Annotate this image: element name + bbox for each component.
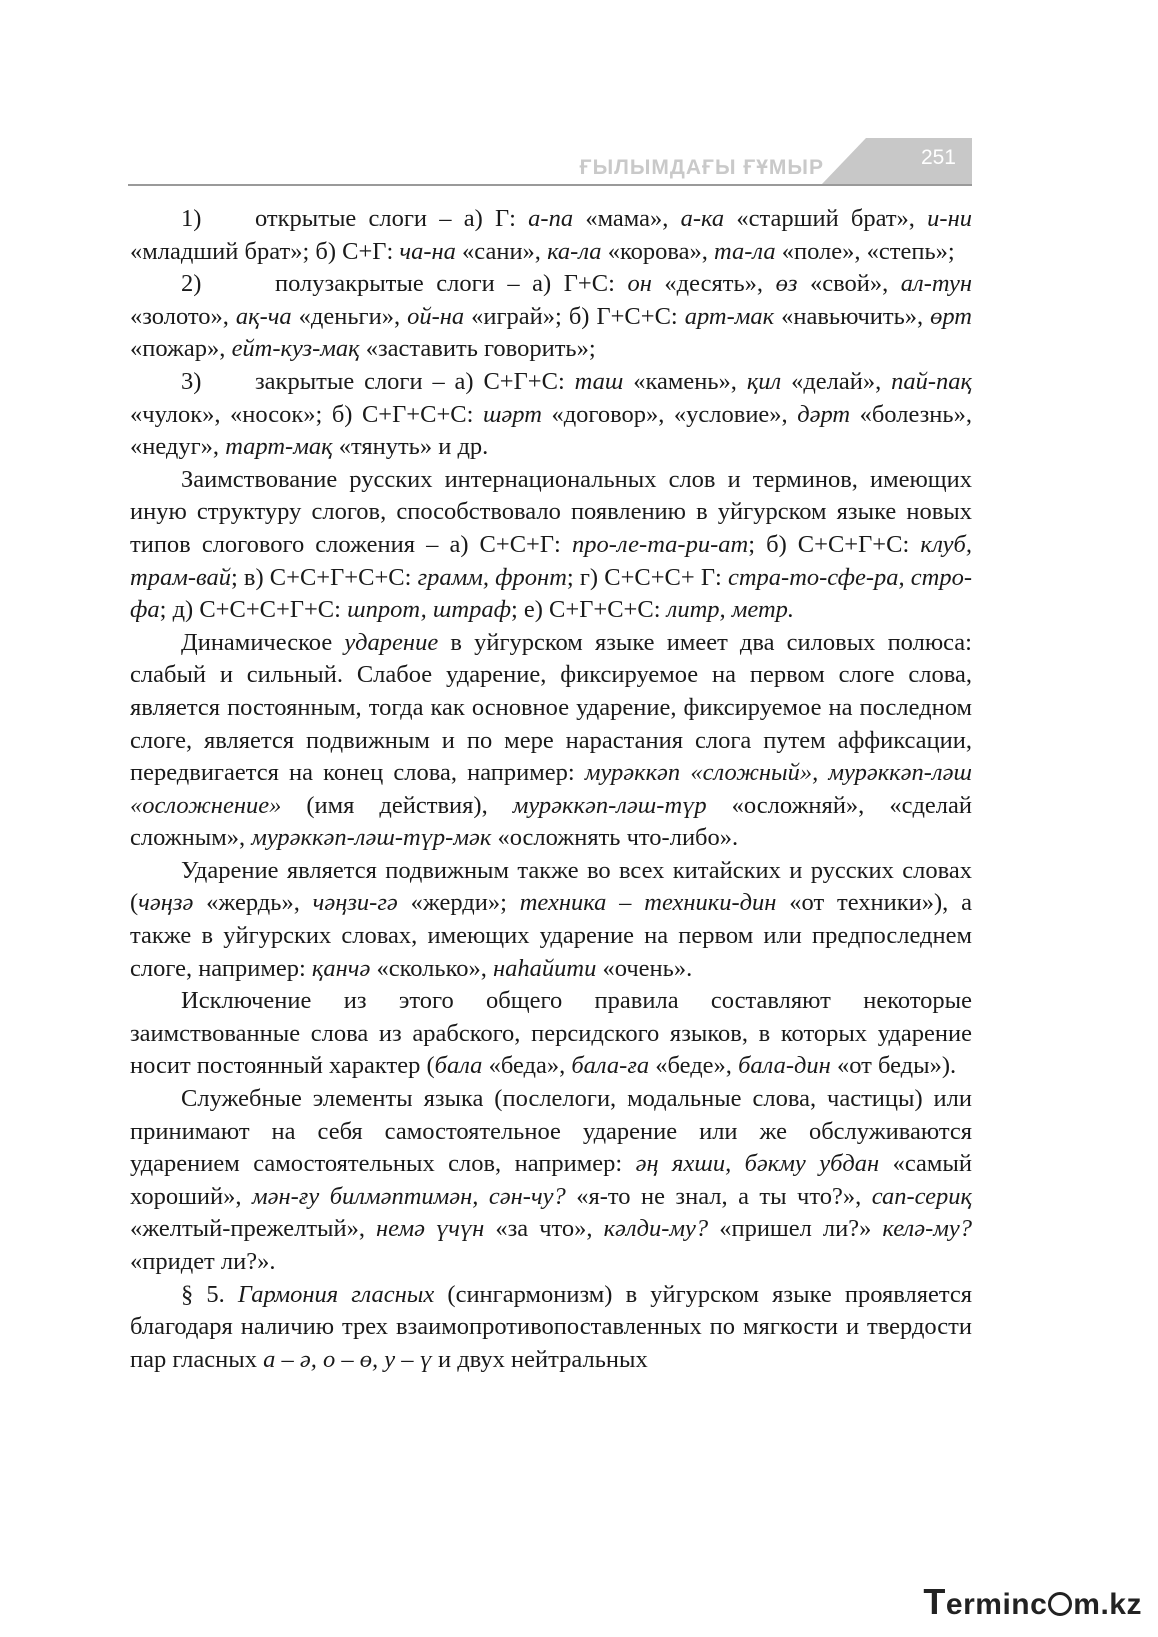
- paragraph-exceptions: Исключение из этого общего правила составляют некоторые заимствованные слова из арабского, персидского языков, в которых ударение носит постоянный характер (бала «беда», бала-ға «беде», бала-дин «от беды»).: [130, 987, 972, 1080]
- paragraph-open-syllables: 1) открытые слоги – а) Г: а-па «мама», а-ка «старший брат», и-ни «младший брат»; б) С+Г: ча-на «сани», ка-ла «корова», та-ла «поле», «степь»;: [130, 205, 972, 265]
- list-number: 3): [181, 367, 202, 395]
- termincom-watermark: Terminc m.kz: [923, 1581, 1142, 1622]
- list-number: 2): [181, 270, 202, 298]
- paragraph-half-closed-syllables: 2) полузакрытые слоги – а) Г+С: он «десять», өз «свой», ал-тун «золото», ақ-ча «деньги», ой-на «играй»; б) Г+С+С: арт-мак «навьючить», өрт «пожар», ейт-куз-мақ «заставить говорить»;: [130, 270, 972, 363]
- paragraph-vowel-harmony: § 5. Гармония гласных (сингармонизм) в уйгурском языке проявляется благодаря наличию трех взаимопротивопоставленных по мягкости и твердости пар гласных а – ә, о – ө, у – ү и двух нейтральных: [130, 1280, 973, 1373]
- page-number: 251: [920, 146, 956, 169]
- list-number: 1): [181, 205, 202, 232]
- header-title: ҒЫЛЫМДАҒЫ ҒҰМЫР: [579, 156, 824, 179]
- page-body: [130, 203, 972, 1376]
- running-header: [128, 138, 972, 188]
- paragraph-mobile-stress: Ударение является подвижным также во всех китайских и русских словах (чәңзә «жердь», чәңзи-гә «жерди»; техника – техники-дин «от техники»), а также в уйгурских словах, имеющих ударение на первом или предпоследнем слоге, например: қанчә «сколько», наһайити «очень».: [130, 856, 972, 982]
- magnifier-icon: [1048, 1592, 1072, 1616]
- paragraph-borrowing: Заимствование русских интернациональных слов и терминов, имеющих иную структуру слогов, способствовало появлению в уйгурском языке новых типов слогового сложения – а) С+С+Г: про-ле-та-ри-ат; б) С+С+Г+С: клуб, трам-вай; в) С+С+Г+С+С: грамм, фронт; г) С+С+С+ Г: стра-то-сфе-ра, стро-фа; д) С+С+С+Г+С: шпрот, штраф; е) С+Г+С+С: литр, метр.: [130, 465, 973, 624]
- header-rule: [128, 184, 972, 186]
- page-number-tab: [822, 138, 972, 184]
- paragraph-function-words: Служебные элементы языка (послелоги, модальные слова, частицы) или принимают на себя самостоятельное ударение или же обслуживаются ударением самостоятельных слов, например: әң яхши, бәкму убдан «самый хороший», мән-ғу билмәптимән, сән-чу? «я-то не знал, а ты что?», сап-сериқ «желтый-прежелтый», немә үчүн «за что», кәлди-му? «пришел ли?» келә-му? «придет ли?».: [130, 1085, 973, 1275]
- paragraph-dynamic-stress: Динамическое ударение в уйгурском языке имеет два силовых полюса: слабый и сильный. Слабое ударение, фиксируемое на первом слоге слова, является постоянным, тогда как основное ударение, фиксируемое на последном слоге, является подвижным и по мере нарастания слога путем аффиксации, передвигается на конец слова, например: мурәккәп «сложный», мурәккәп-ләш «осложнение» (имя действия), мурәккәп-ләш-түр «осложняй», «сделай сложным», мурәккәп-ләш-түр-мәк «осложнять что-либо».: [130, 628, 972, 852]
- paragraph-closed-syllables: 3) закрытые слоги – а) С+Г+С: таш «камень», қил «делай», пай-пақ «чулок», «носок»; б) С+Г+С+С: шәрт «договор», «условие», дәрт «болезнь», «недуг», тарт-мақ «тянуть» и др.: [130, 367, 972, 461]
